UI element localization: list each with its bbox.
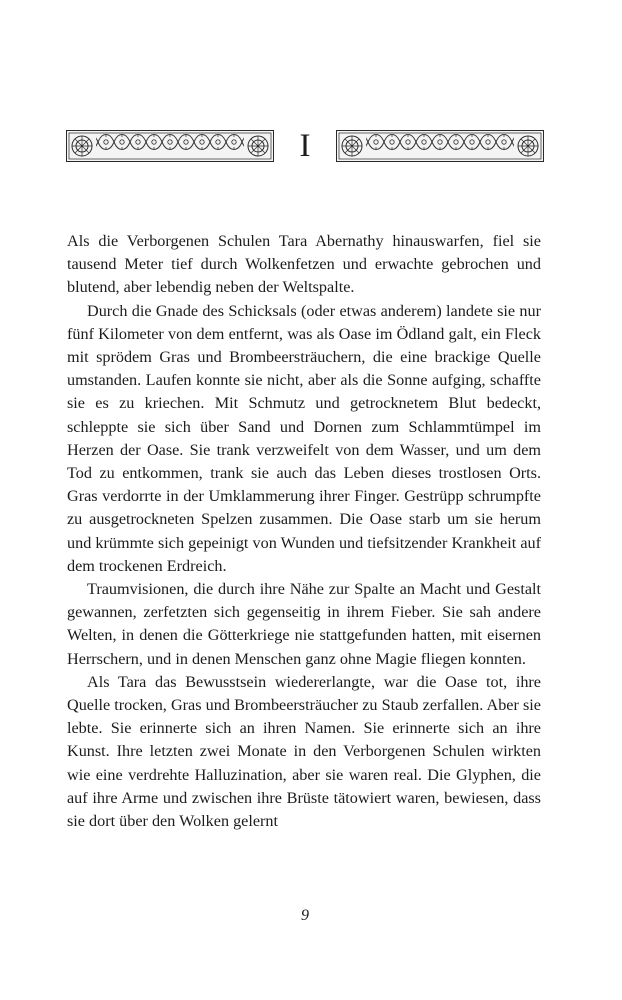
chapter-numeral: I [299,128,311,164]
paragraph-3: Traumvisionen, die durch ihre Nähe zur Spalte an Macht und Gestalt gewannen, zerfetzten sich gegenseitig in ihrem Fieber. Sie sah andere Welten, in denen die Götterkriege nie stattgefunden hatten, mit eisernen Herrschern, und in denen Menschen ganz ohne Magie fliegen konnten. [67,580,541,668]
page-number: 9 [301,907,309,924]
paragraph-4: Als Tara das Bewusstsein wiedererlangte, war die Oase tot, ihre Quelle trocken, Gras und Brombeersträucher zu Staub zerfallen. Aber sie lebte. Sie erinnerte sich an ihren Namen. Sie erinnerte sich an ihre Kunst. Ihre letzten zwei Monate in den Verborgenen Schulen wirkten wie eine verdrehte Halluzination, aber sie waren real. Die Glyphen, die auf ihre Arme und zwischen ihre Brüste tätowiert waren, bewiesen, dass sie dort über den Wolken gelernt [67,672,541,831]
ornament-band-left [66,130,274,162]
paragraph-2: Durch die Gnade des Schicksals (oder etwas anderem) landete sie nur fünf Kilometer von dem entfernt, was als Oase im Ödland galt, ein Fleck mit sprödem Gras und Brombeersträuchern, die eine brackige Quelle umstanden. Laufen konnte sie nicht, aber als die Sonne aufging, schaffte sie es zu kriechen. Mit Schmutz und getrocknetem Blut bedeckt, schleppte sie sich über Sand und Dornen zum Schlammtümpel im Herzen der Oase. Sie trank verzweifelt von dem Wasser, und um dem Tod zu entkommen, trank sie auch das Leben dieses trostlosen Orts. Gras verdorrte in der Umklammerung ihrer Finger. Gestrüpp schrumpfte zu ausgetrockneten Spelzen zusammen. Die Oase starb um sie herum und krümmte sich gepeinigt von Wunden und tiefsitzender Krankheit auf dem trockenen Erdreich. [67,301,541,575]
ornament-band-right [336,130,544,162]
chapter-body-text [67,230,541,833]
chapter-header [66,126,544,166]
paragraph-1: Als die Verborgenen Schulen Tara Abernathy hinauswarfen, fiel sie tausend Meter tief durch Wolkenfetzen und erwachte gebrochen und blutend, aber lebendig neben der Weltspalte. [67,232,541,297]
